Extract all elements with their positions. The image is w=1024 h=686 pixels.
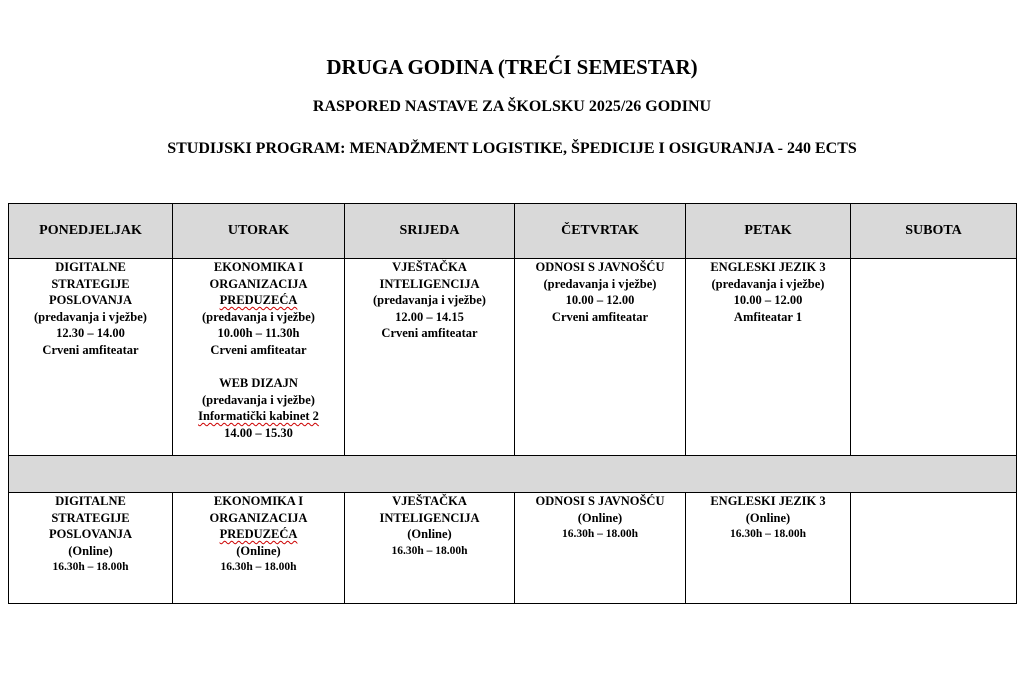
cell-tuesday-onsite xyxy=(173,259,345,456)
schedule-row-online xyxy=(9,493,1017,604)
class-room: Crveni amfiteatar xyxy=(42,342,139,357)
class-time: 16.30h – 18.00h xyxy=(220,561,297,573)
course-name: ODNOSI S JAVNOŠĆU xyxy=(535,494,665,508)
class-type: (predavanja i vježbe) xyxy=(543,276,657,291)
course-name: ENGLESKI JEZIK 3 xyxy=(710,494,826,508)
course-name: INTELIGENCIJA xyxy=(379,510,480,525)
course-name: VJEŠTAČKA xyxy=(392,494,467,508)
course-name: INTELIGENCIJA xyxy=(379,276,480,291)
cell-monday-onsite xyxy=(9,259,173,456)
cell-saturday-onsite xyxy=(851,259,1017,456)
course-name: ORGANIZACIJA xyxy=(209,276,308,291)
day-header-monday: PONEDJELJAK xyxy=(9,204,173,259)
class-mode: (Online) xyxy=(577,510,623,525)
class-room: Crveni amfiteatar xyxy=(210,342,307,357)
course-name: EKONOMIKA I xyxy=(213,494,304,508)
class-time: 16.30h – 18.00h xyxy=(729,528,807,540)
class-mode: (Online) xyxy=(68,543,113,558)
cell-monday-online xyxy=(9,493,173,604)
cell-wednesday-online xyxy=(345,493,515,604)
course-name: VJEŠTAČKA xyxy=(392,260,467,274)
course-name: DIGITALNE xyxy=(55,494,126,508)
class-type: (predavanja i vježbe) xyxy=(34,309,147,324)
day-header-thursday: ČETVRTAK xyxy=(515,204,686,259)
class-type: (predavanja i vježbe) xyxy=(711,276,825,291)
schedule-row-onsite xyxy=(9,259,1017,456)
schedule-subtitle: RASPORED NASTAVE ZA ŠKOLSKU 2025/26 GODINU xyxy=(312,98,712,115)
day-header-friday: PETAK xyxy=(686,204,851,259)
course-name: STRATEGIJE xyxy=(51,276,130,291)
class-time: 14.00 – 15.30 xyxy=(224,425,293,440)
class-time: 12.00 – 14.15 xyxy=(395,309,464,324)
day-header-saturday: SUBOTA xyxy=(851,204,1017,259)
class-time: 10.00 – 12.00 xyxy=(733,293,803,307)
cell-friday-onsite xyxy=(686,259,851,456)
class-room: Informatički kabinet 2 xyxy=(198,409,319,423)
course-name: ODNOSI S JAVNOŠĆU xyxy=(535,260,665,274)
class-time: 16.30h – 18.00h xyxy=(561,528,639,540)
class-room: Crveni amfiteatar xyxy=(551,309,649,324)
class-room: Amfiteatar 1 xyxy=(733,309,803,324)
course-name: PREDUZEĆA xyxy=(219,293,298,307)
course-name: STRATEGIJE xyxy=(51,510,130,525)
class-mode: (Online) xyxy=(236,543,281,558)
course-name: ORGANIZACIJA xyxy=(209,510,308,525)
day-header-tuesday: UTORAK xyxy=(173,204,345,259)
class-mode: (Online) xyxy=(407,527,452,541)
separator-cell xyxy=(9,456,1017,493)
schedule-table xyxy=(8,203,1017,604)
course-name: WEB DIZAJN xyxy=(219,376,298,390)
course-name: POSLOVANJA xyxy=(48,293,133,307)
class-mode: (Online) xyxy=(745,510,791,525)
cell-thursday-online xyxy=(515,493,686,604)
course-name: EKONOMIKA I xyxy=(213,260,304,274)
course-name: DIGITALNE xyxy=(55,260,126,274)
cell-thursday-onsite xyxy=(515,259,686,456)
course-name: PREDUZEĆA xyxy=(219,527,298,541)
header-row xyxy=(9,204,1017,259)
class-type: (predavanja i vježbe) xyxy=(202,392,315,407)
class-time: 16.30h – 18.00h xyxy=(391,544,468,557)
course-name: ENGLESKI JEZIK 3 xyxy=(710,260,826,274)
class-time: 10.00 – 12.00 xyxy=(565,293,635,307)
class-time: 12.30 – 14.00 xyxy=(56,326,125,340)
day-header-wednesday: SRIJEDA xyxy=(345,204,515,259)
class-time: 16.30h – 18.00h xyxy=(52,561,129,573)
class-room: Crveni amfiteatar xyxy=(381,326,478,340)
cell-saturday-online xyxy=(851,493,1017,604)
page-title: DRUGA GODINA (TREĆI SEMESTAR) xyxy=(326,55,698,79)
cell-wednesday-onsite xyxy=(345,259,515,456)
course-name: POSLOVANJA xyxy=(48,527,133,541)
separator-row xyxy=(9,456,1017,493)
class-time: 10.00h – 11.30h xyxy=(217,326,300,340)
cell-tuesday-online xyxy=(173,493,345,604)
cell-friday-online xyxy=(686,493,851,604)
class-type: (predavanja i vježbe) xyxy=(373,293,486,307)
study-program: STUDIJSKI PROGRAM: MENADŽMENT LOGISTIKE, ŠPEDICIJE I OSIGURANJA - 240 ECTS xyxy=(167,140,857,157)
class-type: (predavanja i vježbe) xyxy=(202,309,315,324)
